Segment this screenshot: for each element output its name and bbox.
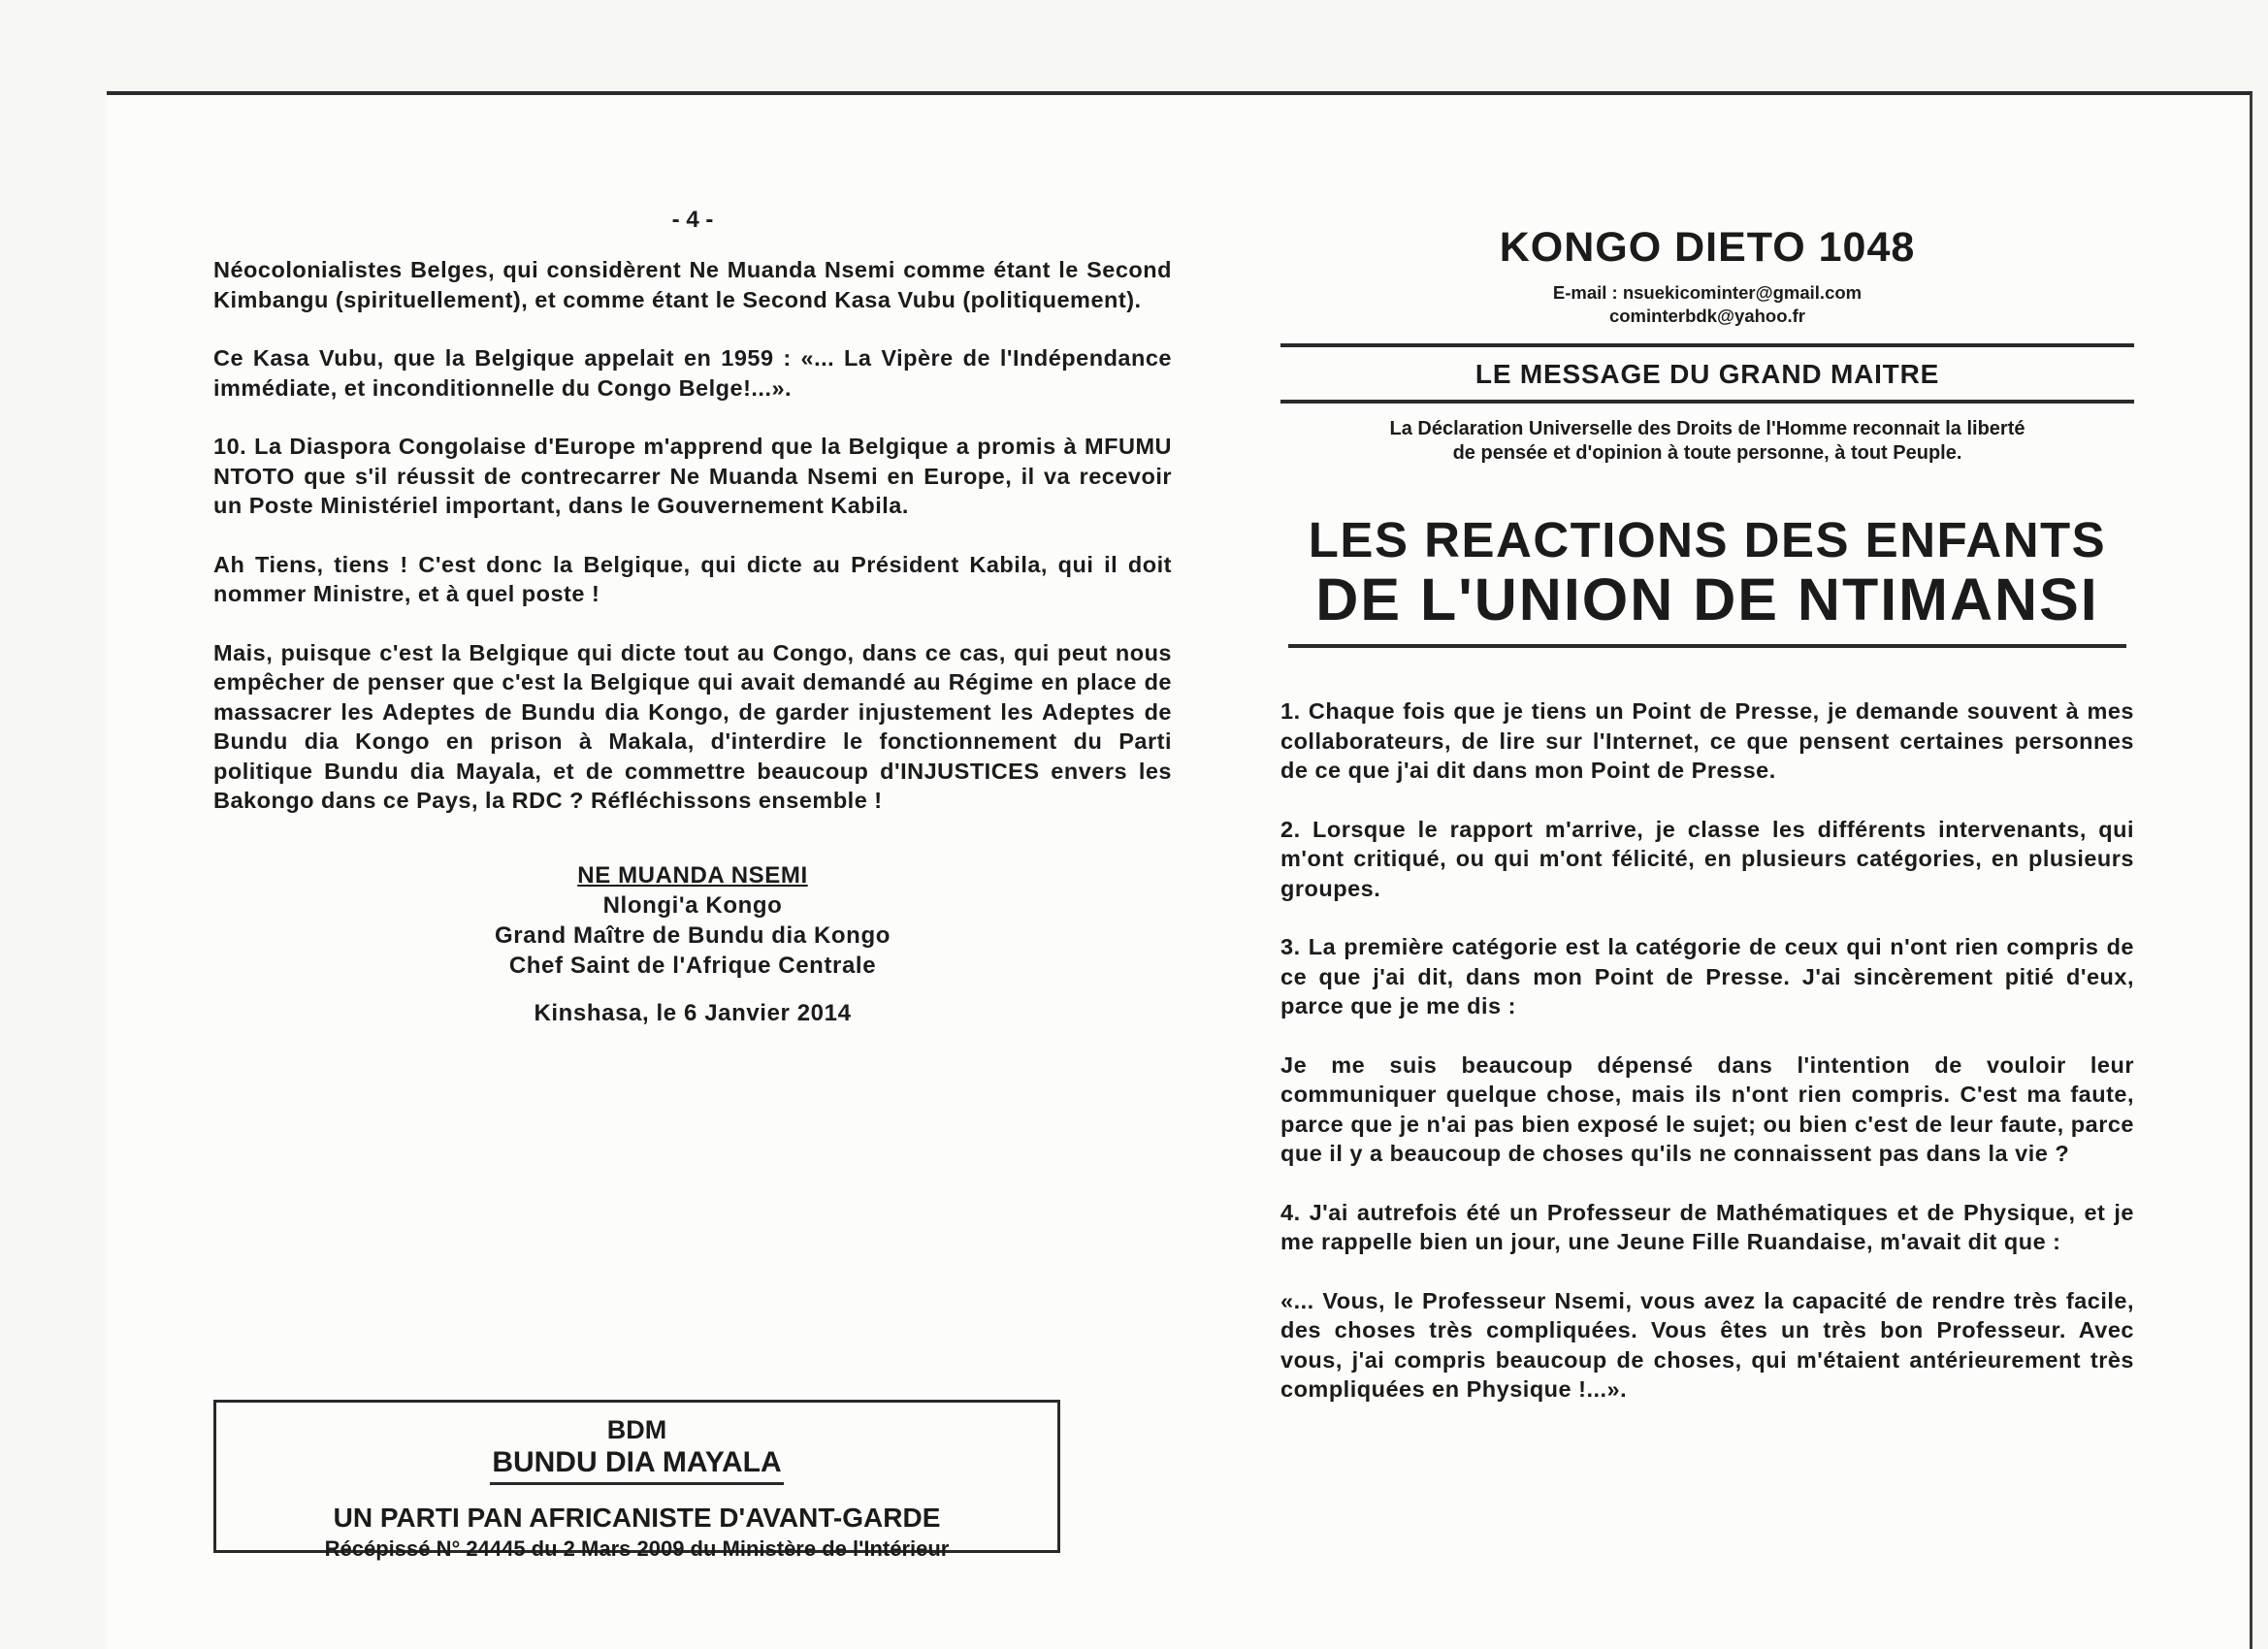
document-page bbox=[107, 91, 2252, 1649]
signature-block bbox=[213, 860, 1172, 1028]
paragraph: 4. J'ai autrefois été un Professeur de Mathématiques et de Physique, et je me rappelle bien un jour, une Jeune Fille Ruandaise, m'avait dit que : bbox=[1280, 1199, 2134, 1254]
paragraph: Je me suis beaucoup dépensé dans l'intention de vouloir leur communiquer quelque chose, mais ils n'ont rien compris. C'est ma faute, parce que je n'ai pas bien exposé le sujet; ou bien c'est de leur faute, parce que il y a beaucoup de choses qu'ils ne connaissent pas dans la vie ? bbox=[1280, 1051, 2134, 1166]
party-acronym: BDM bbox=[606, 1415, 667, 1444]
declaration-line: de pensée et d'opinion à toute personne, à tout Peuple. bbox=[1452, 442, 1962, 464]
left-body bbox=[213, 255, 1172, 816]
paragraph: «... Vous, le Professeur Nsemi, vous avez la capacité de rendre très facile, des choses très compliquées. Vous êtes un très bon Professeur. Avec vous, j'ai compris beaucoup de choses, qui m'étaient antérieurement très compliquées en Physique !...». bbox=[1280, 1287, 2134, 1402]
declaration-text bbox=[1280, 417, 2134, 466]
signature-name: NE MUANDA NSEMI bbox=[577, 861, 808, 889]
paragraph: Ce Kasa Vubu, que la Belgique appelait en 1959 : «... La Vipère de l'Indépendance immédiate, et inconditionnelle du Congo Belge!...». bbox=[213, 345, 1172, 401]
masthead-title: KONGO DIETO 1048 bbox=[1499, 224, 1916, 271]
party-name: BUNDU DIA MAYALA bbox=[490, 1445, 783, 1485]
article-title-line: LES REACTIONS DES ENFANTS bbox=[1308, 512, 2107, 567]
paragraph: 1. Chaque fois que je tiens un Point de Presse, je demande souvent à mes collaborateurs, de lire sur l'Internet, ce que pensent certaines personnes de ce que j'ai dit dans mon Point de Presse. bbox=[1280, 698, 2134, 783]
masthead-email: E-mail : nsuekicominter@gmail.com bbox=[1552, 282, 1863, 303]
signature-title: Chef Saint de l'Afrique Centrale bbox=[508, 952, 877, 979]
masthead bbox=[1280, 221, 2134, 328]
divider bbox=[1288, 644, 2126, 648]
divider bbox=[1280, 400, 2134, 404]
page-number: - 4 - bbox=[671, 207, 714, 233]
paragraph: Néocolonialistes Belges, qui considèrent Ne Muanda Nsemi comme étant le Second Kimbangu (spirituellement), et comme étant le Second Kasa Vubu (politiquement). bbox=[213, 257, 1172, 312]
paragraph: Ah Tiens, tiens ! C'est donc la Belgique, qui dicte au Président Kabila, qui il doit nommer Ministre, et à quel poste ! bbox=[213, 551, 1172, 606]
paragraph: Mais, puisque c'est la Belgique qui dicte tout au Congo, dans ce cas, qui peut nous empêcher de penser que c'est la Belgique qui avait demandé au Régime en place de massacrer les Adeptes de Bundu dia Kongo, de garder injustement les Adeptes de Bundu dia Kongo en prison à Makala, d'interdire le fonctionnement du Parti politique Bundu dia Mayala, et de commettre beaucoup d'INJUSTICES envers les Bakongo dans ce Pays, la RDC ? Réfléchissons ensemble ! bbox=[213, 639, 1172, 813]
signature-title: Grand Maître de Bundu dia Kongo bbox=[495, 922, 891, 949]
paragraph: 2. Lorsque le rapport m'arrive, je classe les différents intervenants, qui m'ont critiqué, ou qui m'ont félicité, en plusieurs catégories, en plusieurs groupes. bbox=[1280, 816, 2134, 901]
article-title bbox=[1280, 512, 2134, 630]
signature-date: Kinshasa, le 6 Janvier 2014 bbox=[534, 999, 852, 1026]
party-tagline: UN PARTI PAN AFRICANISTE D'AVANT-GARDE bbox=[333, 1503, 941, 1533]
right-body bbox=[1280, 696, 2134, 1405]
section-heading: LE MESSAGE DU GRAND MAITRE bbox=[1474, 359, 1940, 389]
paragraph: 3. La première catégorie est la catégorie de ceux qui n'ont rien compris de ce que j'ai dit, dans mon Point de Presse. J'ai sincèrement pitié d'eux, parce que je me dis : bbox=[1280, 934, 2134, 1018]
masthead-email: cominterbdk@yahoo.fr bbox=[1608, 306, 1806, 326]
paragraph: 10. La Diaspora Congolaise d'Europe m'apprend que la Belgique a promis à MFUMU NTOTO que s'il réussit de contrecarrer Ne Muanda Nsemi en Europe, il va recevoir un Poste Ministériel important, dans le Gouvernement Kabila. bbox=[213, 434, 1172, 518]
right-column bbox=[1280, 221, 2134, 1434]
declaration-line: La Déclaration Universelle des Droits de l'Homme reconnait la liberté bbox=[1389, 418, 2025, 439]
signature-title: Nlongi'a Kongo bbox=[602, 891, 783, 919]
party-info-box bbox=[213, 1400, 1060, 1561]
left-column bbox=[213, 207, 1172, 1561]
party-receipt: Récépissé N° 24445 du 2 Mars 2009 du Ministère de l'Intérieur bbox=[324, 1536, 950, 1561]
article-title-line: DE L'UNION DE NTIMANSI bbox=[1315, 566, 2099, 632]
